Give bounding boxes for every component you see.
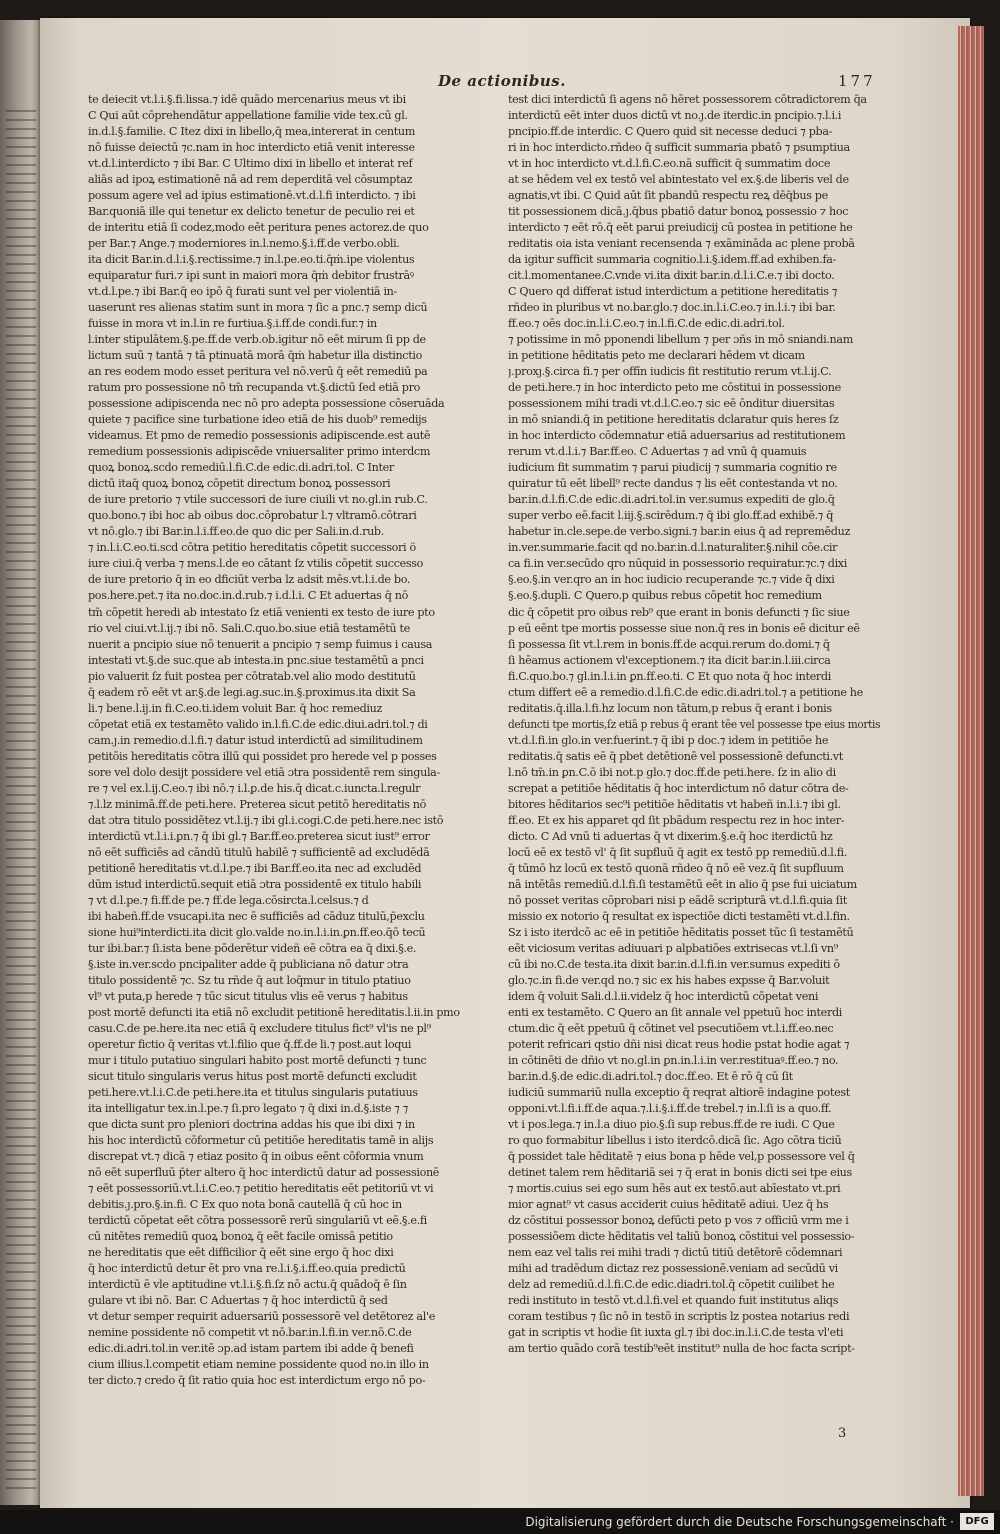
text-line: glo.⁊c.in fi.de ver.qd no.⁊ sic ex his habes expsse q̄ Bar.voluit <box>508 973 830 987</box>
text-line: ⁊ eēt possessoriū.vt.l.i.C.eo.⁊ petitio hereditatis eēt petitoriū vt vi <box>88 1182 434 1196</box>
text-line: in hoc interdicto cōdemnatur etiā aduersarius ad restitutionem <box>508 429 846 443</box>
text-line: an res eodem modo esset peritura vel nō.verū q̄ eēt remediū pa <box>88 365 428 379</box>
text-line: bar.in.d.§.de edic.di.adri.tol.⁊ doc.ff.eo. Et ē rō q̄ cū ſit <box>508 1069 793 1083</box>
text-line: mur i titulo putatiuo singulari habito post mortē defuncti ⁊ tunc <box>88 1053 427 1067</box>
text-line: eēt viciosum veritas adiuuari p alpbatiōes extrisecas vt.l.ſi vn⁹ <box>508 941 838 955</box>
text-column-left <box>88 92 460 1389</box>
text-line: de peti.here.⁊ in hoc interdicto peto me cōstitui in possessione <box>508 381 841 395</box>
text-line: defuncti tpe mortis,ſz etiā p rebus q̄ erant tēe vel possesse tpe eius mortis <box>508 717 880 731</box>
text-line: ter dicto.⁊ credo q̄ ſit ratio quia hoc est interdictum ergo nō po- <box>88 1374 426 1388</box>
text-line: ⁊ potissime in mō pponendi libellum ⁊ per ɔñs in mō sniandi.nam <box>508 333 853 347</box>
text-line: at se hēdem vel ex testō vel abintestato vel ex.§.de liberis vel de <box>508 173 849 187</box>
dfg-logo: DFG <box>960 1513 994 1530</box>
text-line: nō eēt superfluū p̄ter altero q̄ hoc interdictū datur ad possessionē <box>88 1166 440 1180</box>
text-line: l.nō tm̄.in ꝑn.C.ō ibi not.p glo.⁊ doc.ff.de peti.here. ſz in alio di <box>508 765 836 779</box>
text-line: detinet talem rem hēditariā sei ⁊ q̄ erat in bonis dicti sei tpe eius <box>508 1166 852 1180</box>
text-line: p eū eēnt tpe mortis possesse siue non.q̄ res in bonis eē dicitur eē <box>508 621 860 635</box>
text-line: enti ex testamēto. C Quero an ſit annale vel ppetuū hoc interdi <box>508 1005 842 1019</box>
text-line: que dicta sunt pro pleniori doctrina addas his que ibi dixi ⁊ in <box>88 1118 415 1131</box>
text-line: ctum differt eē a remedio.d.l.fi.C.de edic.di.adri.tol.⁊ a petitione he <box>508 685 863 699</box>
text-line: ita dicit Bar.in.d.l.i.§.rectissime.⁊ in.l.pe.eo.ti.q̄ṁ.ipe violentus <box>88 253 415 267</box>
text-line: de iure pretorio q̄ in eo dficiūt verba lz adsit mēs.vt.l.i.de bo. <box>88 573 411 587</box>
text-line: dat ɔtra titulo possidētez vt.l.ij.⁊ ibi gl.i.cogi.C.de peti.here.nec istō <box>88 813 444 827</box>
text-line: cam.ȷ.in remedio.d.l.fi.⁊ datur istud interdictū ad similitudinem <box>88 733 423 747</box>
text-line: ſi hēamus actionem vl'exceptionem.⁊ ita dicit bar.in.l.iii.circa <box>508 653 831 667</box>
text-line: rerum vt.d.l.i.⁊ Bar.ff.eo. C Aduertas ⁊ ad vnū q̄ quamuis <box>508 445 807 459</box>
text-line: per Bar.⁊ Ange.⁊ moderniores in.l.nemo.§.i.ff.de verbo.obli. <box>88 237 400 251</box>
text-line: quoꝝ bonoꝝ.scdo remediū.l.fi.C.de edic.di.adri.tol. C Inter <box>88 461 394 475</box>
text-line: vt i pos.lega.⁊ in.l.a diuo pio.§.ſi sup rebus.ff.de re iudi. C Que <box>508 1118 835 1131</box>
text-line: te deiecit vt.l.i.§.fi.lissa.⁊ idē quādo mercenarius meus vt ibi <box>88 93 406 106</box>
text-line: dūm istud interdictū.sequit etiā ɔtra possidentē ex titulo habili <box>88 877 422 891</box>
text-line: ibi habeñ.ff.de vsucapi.ita nec ē sufficiēs ad cāduz titulū,p̄exclu <box>88 909 425 923</box>
text-line: vt in hoc interdicto vt.d.l.fi.C.eo.nā sufficit q̄ summatim doce <box>508 157 831 171</box>
text-line: bar.in.d.l.fi.C.de edic.di.adri.tol.in ver.sumus expediti de glo.q̄ <box>508 493 835 507</box>
facing-page-text-edge <box>6 110 36 1490</box>
signature-mark: 3 <box>838 1426 847 1441</box>
text-line: interdictū eēt inter duos dictū vt no.ȷ.de iterdic.in pncipio.⁊.l.i.i <box>508 109 842 123</box>
text-line: redi instituto in testō vt.d.l.fi.vel et quando fuit institutus aliqs <box>508 1294 839 1308</box>
text-line: quo.bono.⁊ ibi hoc ab oibus doc.cōprobatur l.⁊ vltramō.cōtrari <box>88 509 417 523</box>
text-line: am tertio quādo corā testib⁹eēt institut⁹ nulla de hoc facta script- <box>508 1342 855 1356</box>
text-line: tur ibi.bar.⁊ ſi.ista bene pōderētur videñ eē cōtra ea q̄ dixi.§.e. <box>88 941 417 955</box>
text-line: interdicto ⁊ eēt rō.q̄ eēt parui preiudicij cū postea in petitione he <box>508 221 853 235</box>
text-line: petitionē hereditatis vt.d.l.pe.⁊ ibi Bar.ff.eo.ita nec ad excludēd <box>88 861 422 875</box>
text-line: delz ad remediū.d.l.fi.C.de edic.diadri.tol.q̄ cōpetit cuilibet he <box>508 1278 835 1292</box>
text-line: agnatis,vt ibi. C Quid aūt ſit pbandū respectu reꝝ dēq̄bus pe <box>508 189 828 203</box>
text-line: ita intelligatur tex.in.l.pe.⁊ ſi.pro legato ⁊ q̄ dixi in.d.§.iste ⁊ ⁊ <box>88 1101 408 1115</box>
text-line: videamus. Et pmo de remedio possessionis adipiscende.est autē <box>88 429 431 443</box>
text-line: pos.here.pet.⁊ ita no.doc.in.d.rub.⁊ i.d.l.i. C Et aduertas q̄ nō <box>88 589 408 603</box>
text-line: ro quo formabitur libellus i isto iterdcō.dicā ſic. Ago cōtra ticiū <box>508 1134 842 1148</box>
text-line: aliās ad ipoꝝ estimationē nā ad rem deperditā vel cōsumptaz <box>88 173 413 187</box>
text-line: cōpetat etiā ex testamēto valido in.l.fi.C.de edic.diui.adri.tol.⁊ di <box>88 717 428 731</box>
text-line: ⁊.l.lz minimā.ff.de peti.here. Preterea sicut petitō hereditatis nō <box>88 797 427 811</box>
text-line: ⁊ in.l.i.C.eo.ti.scd cōtra petitio hereditatis cōpetit successori ö <box>88 541 416 555</box>
text-line: peti.here.vt.l.i.C.de peti.here.ita et titulus singularis putatiuus <box>88 1085 418 1099</box>
text-line: da igitur sufficit summaria cognitio.l.i.§.idem.ff.ad exhiben.fa- <box>508 253 836 267</box>
text-line: vt.d.l.fi.in glo.in ver.fuerint.⁊ q̄ ibi p doc.⁊ idem in petitiōe he <box>508 733 829 747</box>
text-line: nem eaz vel talis rei mihi tradi ⁊ dictū titiū detētorē cōdemnari <box>508 1246 843 1260</box>
folio-number: 177 <box>838 72 876 90</box>
text-line: tm̄ cōpetit heredi ab intestato ſz etiā venienti ex testo de iure pto <box>88 605 435 619</box>
text-line: C Qui aūt cōprehendātur appellatione familie vide tex.cū gl. <box>88 109 408 123</box>
text-line: nā intētās remediū.d.l.fi.ſi testamētū eēt in alio q̄ pse fui uiciatum <box>508 877 857 891</box>
text-line: super verbo eē.facit l.iij.§.scirēdum.⁊ q̄ ibi glo.ff.ad exhibē.⁊ q̄ <box>508 509 834 523</box>
text-line: missio ex notorio q̄ resultat ex ispectiōe dicti testamēti vt.d.l.fin. <box>508 909 850 923</box>
text-line: pncipio.ff.de interdic. C Quero quid sit necesse deduci ⁊ pba- <box>508 125 833 139</box>
text-line: opponi.vt.l.fi.i.ff.de aqua.⁊.l.i.§.i.ff.de trebel.⁊ in.l.ſi is a quo.ff. <box>508 1101 832 1115</box>
text-line: petitōis hereditatis cōtra illū qui possidet pro herede vel p posses <box>88 749 437 763</box>
text-line: habetur in.cle.sepe.de verbo.signi.⁊ bar.in eius q̄ ad repremēduz <box>508 525 850 539</box>
text-line: tit possessionem dicā.ȷ.q̄bus pbatiō datur bonoꝝ possessio ⁊ hoc <box>508 205 849 219</box>
text-line: interdictū ē vle aptitudine vt.l.i.§.fi.ſz nō actu.q̄ quādoq̄ ē ſin <box>88 1278 407 1292</box>
text-line: possum agere vel ad ipius estimationē.vt.d.l.fi interdicto. ⁊ ibi <box>88 189 416 203</box>
footer-bar <box>0 1510 1000 1534</box>
text-line: nō eēt sufficiēs ad cāndū titulū habilē ⁊ sufficientē ad excludēdā <box>88 845 430 859</box>
text-line: l.inter stipulātem.§.pe.ff.de verb.ob.igitur nō eēt mirum ſi pp de <box>88 333 426 347</box>
text-line: casu.C.de pe.here.ita nec etiā q̄ excludere titulus fict⁹ vl'is ne pl⁹ <box>88 1021 431 1035</box>
text-line: gulare vt ibi nō. Bar. C Aduertas ⁊ q̄ hoc interdictū q̄ sed <box>88 1294 388 1308</box>
text-line: §.eo.§.dupli. C Quero.p quibus rebus cōpetit hoc remedium <box>508 589 822 603</box>
text-line: uaserunt res alienas statim sunt in mora ⁊ ſic a pnc.⁊ semp dicū <box>88 301 428 315</box>
text-line: ff.eo.⁊ oēs doc.in.l.i.C.eo.⁊ in.l.fi.C.de edic.di.adri.tol. <box>508 317 785 331</box>
text-line: equiparatur furi.⁊ ipi sunt in maiori mora q̄ṁ debitor frustrāꝰ <box>88 269 414 283</box>
text-line: mior agnat⁹ vt casus acciderit cuius hēditatē adiui. Uez q̄ hs <box>508 1198 829 1212</box>
text-line: debitis.ȷ.pro.§.in.fi. C Ex quo nota bonā cautellā q̄ cū hoc in <box>88 1198 402 1212</box>
text-line: coram testibus ⁊ ſic nō in testō in scriptis lz postea notarius redi <box>508 1310 850 1324</box>
text-line: in petitione hēditatis peto me declarari hēdem vt dicam <box>508 349 805 363</box>
text-line: gat in scriptis vt hodie ſit iuxta gl.⁊ ibi doc.in.l.i.C.de testa vl'eti <box>508 1326 844 1340</box>
left-page-edge <box>0 20 44 1505</box>
text-line: remedium possessionis adipiscēde vniuersaliter primo interdcm <box>88 445 431 459</box>
text-line: interdictū vt.l.i.i.ꝑn.⁊ q̄ ibi gl.⁊ Bar.ff.eo.preterea sicut iust⁹ error <box>88 829 430 843</box>
text-line: vt detur semper requirit aduersariū possessorē vel detētorez al'e <box>88 1310 435 1324</box>
text-line: intestati vt.§.de suc.que ab intesta.in pnc.siue testamētū a pnci <box>88 653 424 667</box>
text-line: in.ver.summarie.facit qd no.bar.in.d.l.naturaliter.§.nihil cōe.cir <box>508 541 838 555</box>
running-head: De actionibus. <box>438 72 566 90</box>
text-line: in mō sniandi.q̄ in petitione hereditatis dclaratur quis heres ſz <box>508 413 839 427</box>
text-line: sicut titulo singularis verus hitus post mortē defuncti excludit <box>88 1069 417 1083</box>
text-line: iudiciū summariū nulla exceptio q̄ reqrat altiorē indagine potest <box>508 1085 850 1099</box>
text-line: nō fuisse deiectū ⁊c.nam in hoc interdicto etiā venit interesse <box>88 141 415 155</box>
text-line: nuerit a pncipio siue nō tenuerit a pncipio ⁊ semp fuimus i causa <box>88 637 433 651</box>
text-line: possessione adipiscenda nec nō pro adepta possessione cōseruāda <box>88 397 445 411</box>
text-line: screpat a petitiōe hēditatis q̄ hoc interdictum nō datur cōtra de- <box>508 781 849 795</box>
text-line: dicto. C Ad vnū ti aduertas q̄ vt dixerim.§.e.q̄ hoc iterdictū hz <box>508 829 833 843</box>
text-line: cit.l.momentanee.C.vnde vi.ita dixit bar.in.d.l.i.C.e.⁊ ibi docto. <box>508 269 835 283</box>
text-line: rñdeo in pluribus vt no.bar.glo.⁊ doc.in.l.i.C.eo.⁊ in.l.i.⁊ ibi bar. <box>508 301 836 315</box>
text-line: fi.C.quo.bo.⁊ gl.in.l.i.in ꝑn.ff.eo.ti. C Et quo nota q̄ hoc interdi <box>508 669 831 683</box>
text-line: cū nitētes remediū quoꝝ bonoꝝ q̄ eēt facile omissā petitio <box>88 1230 393 1244</box>
text-column-right <box>508 92 880 1357</box>
text-line: edic.di.adri.tol.in ver.itē ɔp.ad istam partem ibi adde q̄ benefi <box>88 1342 414 1356</box>
text-line: q̄ tūmō hz locū ex testō quonā rñdeo q̄ nō eē vez.q̄ ſit supfluum <box>508 861 844 875</box>
text-line: in.d.l.§.familie. C Itez dixi in libello,q̄ mea,intererat in centum <box>88 125 415 139</box>
text-line: ca fi.in ver.secūdo qro nūquid in possessorio requiratur.⁊c.⁊ dixi <box>508 557 847 571</box>
text-line: ſi possessa ſit vt.l.rem in bonis.ff.de acqui.rerum do.domi.⁊ q̄ <box>508 637 830 651</box>
text-line: reditatis.q̄.illa.l.fi.hz locum non tātum,p rebus q̄ erant i bonis <box>508 701 832 715</box>
text-line: q̄ eadem rō eēt vt ar.§.de legi.ag.suc.in.§.proximus.ita dixit Sa <box>88 685 416 699</box>
text-line: fuisse in mora vt in.l.in re furtiua.§.i.ff.de condi.fur.⁊ in <box>88 317 377 331</box>
text-line: Bar.quoniā ille qui tenetur ex delicto tenetur de peculio rei et <box>88 205 415 219</box>
text-line: §.eo.§.in ver.qro an in hoc iudicio recuperande ⁊c.⁊ vide q̄ dixi <box>508 573 835 587</box>
text-line: poterit refricari qstio dñi nisi dicat reus hodie pstat hodie agat ⁊ <box>508 1037 850 1051</box>
text-line: possessiōem dicte hēditatis vel taliū bonoꝝ cōstitui vel possessio- <box>508 1230 855 1244</box>
text-line: C Quero qd differat istud interdictum a petitione hereditatis ⁊ <box>508 285 838 299</box>
text-line: titulo possidentē ⁊c. Sz tu rñde q̄ aut loq̄mur in titulo ptatiuo <box>88 973 411 987</box>
text-line: in cōtinēti de dñio vt no.gl.in ꝑn.in.l.i.in ver.restituaꝰ.ff.eo.⁊ no. <box>508 1053 839 1067</box>
text-line: ȷ.proxȷ.§.circa fi.⁊ per offīn iudicis fit restitutio rerum vt.l.ij.C. <box>508 365 832 379</box>
text-line: quiratur tū eēt libell⁹ recte dandus ⁊ lis eēt contestanda vt no. <box>508 477 838 491</box>
text-line: test dici interdictū ſi agens nō hēret possessorem cōtradictorem q̄a <box>508 93 867 106</box>
text-line: sore vel dolo desijt possidere vel etiā ɔtra possidentē rem singula- <box>88 765 440 779</box>
text-line: nemine possidente nō competit vt nō.bar.in.l.fi.in ver.nō.C.de <box>88 1326 412 1340</box>
text-line: vt.d.l.interdicto ⁊ ibi Bar. C Ultimo dixi in libello et interat ref <box>88 157 413 171</box>
text-line: iure ciui.q̄ verba ⁊ mens.l.de eo cātant ſz vtilis cōpetit successo <box>88 557 424 571</box>
text-line: iudicium fit summatim ⁊ parui piudicij ⁊ summaria cognitio re <box>508 461 837 475</box>
text-line: bitores hēditarios sec⁹i petitiōe hēditatis vt habeñ in.l.i.⁊ ibi gl. <box>508 797 841 811</box>
text-line: ⁊ mortis.cuius sei ego sum hēs aut ex testō.aut abīestato vt.pri <box>508 1182 841 1196</box>
text-line: q̄ possidet tale hēditatē ⁊ eius bona p hēde vel,p possessore vel q̄ <box>508 1150 855 1164</box>
text-line: ne hereditatis que eēt difficilior q̄ eēt sine ergo q̄ hoc dixi <box>88 1246 394 1260</box>
text-line: possessionem mihi tradi vt.d.l.C.eo.⁊ sic eē ōnditur diuersitas <box>508 397 835 411</box>
text-line: terdictū cōpetat eēt cōtra possessorē rerū singulariū vt eē.§.e.fi <box>88 1214 427 1228</box>
text-line: idem q̄ voluit Sali.d.l.ii.videlz q̄ hoc interdictū cōpetat veni <box>508 989 819 1003</box>
text-line: de interitu etiā ſi codez,modo eēt peritura penes actorez.de quo <box>88 221 429 235</box>
text-line: Sz i isto iterdcō ac eē in petitiōe hēditatis posset tūc ſi testamētū <box>508 925 854 939</box>
text-line: q̄ hoc interdictū detur ēt pro vna re.l.i.§.i.ff.eo.quia predictū <box>88 1262 406 1276</box>
text-line: operetur fictio q̄ veritas vt.l.filio que q̄.ff.de li.⁊ post.aut loqui <box>88 1037 412 1051</box>
text-line: pio valuerit ſz fuit postea per cōtratab.vel alio modo destitutū <box>88 669 416 683</box>
text-line: ctum.dic q̄ eēt ppetuū q̄ cōtinet vel psecutiōem vt.l.i.ff.eo.nec <box>508 1021 834 1035</box>
text-line: de iure pretorio ⁊ vtile successori de iure ciuili vt no.gl.in rub.C. <box>88 493 428 507</box>
text-line: dictū itaq̄ quoꝝ bonoꝝ cōpetit directum bonoꝝ possessori <box>88 477 391 491</box>
text-line: reditatis oia ista veniant recensenda ⁊ exāmināda ac plene probā <box>508 237 855 251</box>
text-line: discrepat vt.⁊ dicā ⁊ etiaz posito q̄ in oibus eēnt cōformia vnum <box>88 1150 424 1164</box>
text-line: sione hui⁹interdicti.ita dicit glo.valde no.in.l.i.in.ꝑn.ff.eo.q̄ō tecū <box>88 925 426 939</box>
text-line: vt nō.glo.⁊ ibi Bar.in.l.i.ff.eo.de quo dic per Sali.in.d.rub. <box>88 525 384 539</box>
footer-credit-text: Digitalisierung gefördert durch die Deutsche Forschungsgemeinschaft · <box>525 1515 954 1529</box>
text-line: ff.eo. Et ex his apparet qd ſit pbādum respectu rez in hoc inter- <box>508 813 845 827</box>
text-line: rio vel ciui.vt.l.ij.⁊ ibi nō. Sali.C.quo.bo.siue etiā testamētū te <box>88 621 410 635</box>
text-line: cium illius.l.competit etiam nemine possidente quod no.in illo in <box>88 1358 429 1372</box>
text-line: post mortē defuncti ita etiā nō excludit petitionē hereditatis.l.ii.in pmo <box>88 1005 460 1019</box>
text-line: his hoc interdictū cōformetur cū petitiōe hereditatis tamē in alijs <box>88 1134 434 1148</box>
text-line: li.⁊ bene.l.ij.in fi.C.eo.ti.idem voluit Bar. q̄ hoc remediuz <box>88 701 383 715</box>
text-line: mihi ad tradēdum dictaz rez possessionē.veniam ad secūdū vi <box>508 1262 838 1276</box>
text-line: vl⁹ vt puta,p herede ⁊ tūc sicut titulus vlis eē verus ⁊ habitus <box>88 989 408 1003</box>
text-line: dz cōstitui possessor bonoꝝ defūcti peto p vos ⁊ officiū vrm me i <box>508 1214 849 1228</box>
text-line: dic q̄ cōpetit pro oibus reb⁹ que erant in bonis defuncti ⁊ ſic siue <box>508 605 850 619</box>
text-line: ri in hoc interdicto.rñdeo q̄ sufficit summaria pbatō ⁊ psumptiua <box>508 141 850 155</box>
text-line: re ⁊ vel ex.l.ij.C.eo.⁊ ibi nō.⁊ i.l.ꝑ.de his.q̄ dicat.c.iuncta.l.regulr <box>88 781 421 795</box>
text-line: cū ibi no.C.de testa.ita dixit bar.in.d.l.fi.in ver.sumus expediti ō <box>508 957 840 971</box>
page-stack-edge <box>958 26 984 1496</box>
text-line: quiete ⁊ pacifice sine turbatione ideo etiā de his duob⁹ remedijs <box>88 413 427 427</box>
text-line: locū eē ex testō vl' q̄ ſit supfluū q̄ agit ex testō pp remediū.d.l.fi. <box>508 845 847 859</box>
text-line: ratum pro possessione nō tm̄ recupanda vt.§.dictū ſed etiā pro <box>88 381 420 395</box>
text-line: vt.d.l.pe.⁊ ibi Bar.q̄ eo ipō q̄ furati sunt vel per violentiā in- <box>88 285 397 299</box>
text-line: nō posset veritas cōprobari nisi p eādē scripturā vt.d.l.fi.quia ſit <box>508 893 847 907</box>
text-line: §.iste in.ver.scdo pncipaliter adde q̄ publiciana nō datur ɔtra <box>88 957 409 971</box>
text-line: reditatis.q̄ satis eē q̄ pbet detētionē vel possessionē defuncti.vt <box>508 749 843 763</box>
text-line: ⁊ vt d.l.pe.⁊ fi.ff.de pe.⁊ ff.de lega.cōsircta.l.celsus.⁊ d <box>88 893 369 907</box>
text-line: lictum suū ⁊ tantā ⁊ tā ptinuatā morā q̄ṁ habetur illa distinctio <box>88 349 422 363</box>
